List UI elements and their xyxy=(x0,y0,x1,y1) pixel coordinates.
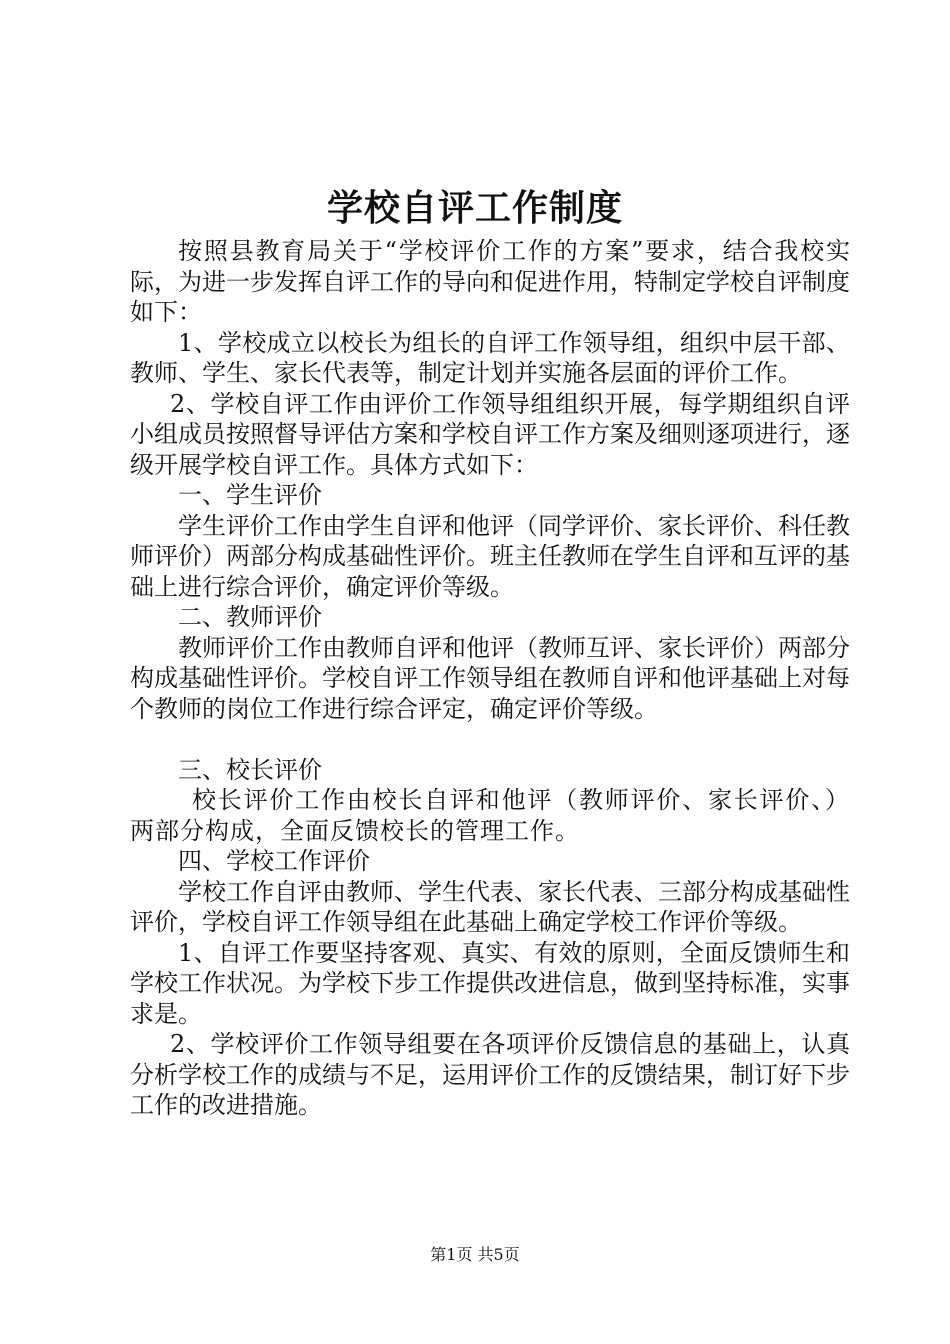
section-heading-principal: 三、校长评价 xyxy=(178,755,322,784)
section-heading-student: 一、学生评价 xyxy=(178,481,322,509)
document-title: 学校自评工作制度 xyxy=(326,187,623,229)
rule-1-paragraph: 1、学校成立以校长为组长的自评工作领导组，组织中层干部、教师、学生、家长代表等，制定计划并实施各层面的评价工作。 xyxy=(130,328,850,387)
document-body xyxy=(130,236,850,1121)
page-footer: 第1页 共5页 xyxy=(430,1245,520,1264)
intro-paragraph: 按照县教育局关于“学校评价工作的方案”要求，结合我校实际，为进一步发挥自评工作的导向和促进作用，特制定学校自评制度如下： xyxy=(130,237,850,326)
blank-line xyxy=(130,724,850,755)
rule-2-paragraph: 2、学校自评工作由评价工作领导组组织开展，每学期组织自评小组成员按照督导评估方案和学校自评工作方案及细则逐项进行，逐级开展学校自评工作。具体方式如下： xyxy=(130,389,850,479)
requirement-2-paragraph: 2、学校评价工作领导组要在各项评价反馈信息的基础上，认真分析学校工作的成绩与不足，运用评价工作的反馈结果，制订好下步工作的改进措施。 xyxy=(130,1030,850,1119)
requirement-1-paragraph: 1、自评工作要坚持客观、真实、有效的原则，全面反馈师生和学校工作状况。为学校下步工作提供改进信息，做到坚持标准，实事求是。 xyxy=(130,938,850,1028)
section-heading-teacher: 二、教师评价 xyxy=(178,603,322,631)
student-evaluation-paragraph: 学生评价工作由学生自评和他评（同学评价、家长评价、科任教师评价）两部分构成基础性评价。班主任教师在学生自评和互评的基础上进行综合评价，确定评价等级。 xyxy=(130,511,850,601)
principal-evaluation-paragraph: 校长评价工作由校长自评和他评（教师评价、家长评价、）两部分构成，全面反馈校长的管理工作。 xyxy=(130,786,850,845)
section-heading-school: 四、学校工作评价 xyxy=(178,847,370,875)
school-evaluation-paragraph: 学校工作自评由教师、学生代表、家长代表、三部分构成基础性评价，学校自评工作领导组在此基础上确定学校工作评价等级。 xyxy=(130,877,850,936)
teacher-evaluation-paragraph: 教师评价工作由教师自评和他评（教师互评、家长评价）两部分构成基础性评价。学校自评工作领导组在教师自评和他评基础上对每个教师的岗位工作进行综合评定，确定评价等级。 xyxy=(130,633,850,723)
